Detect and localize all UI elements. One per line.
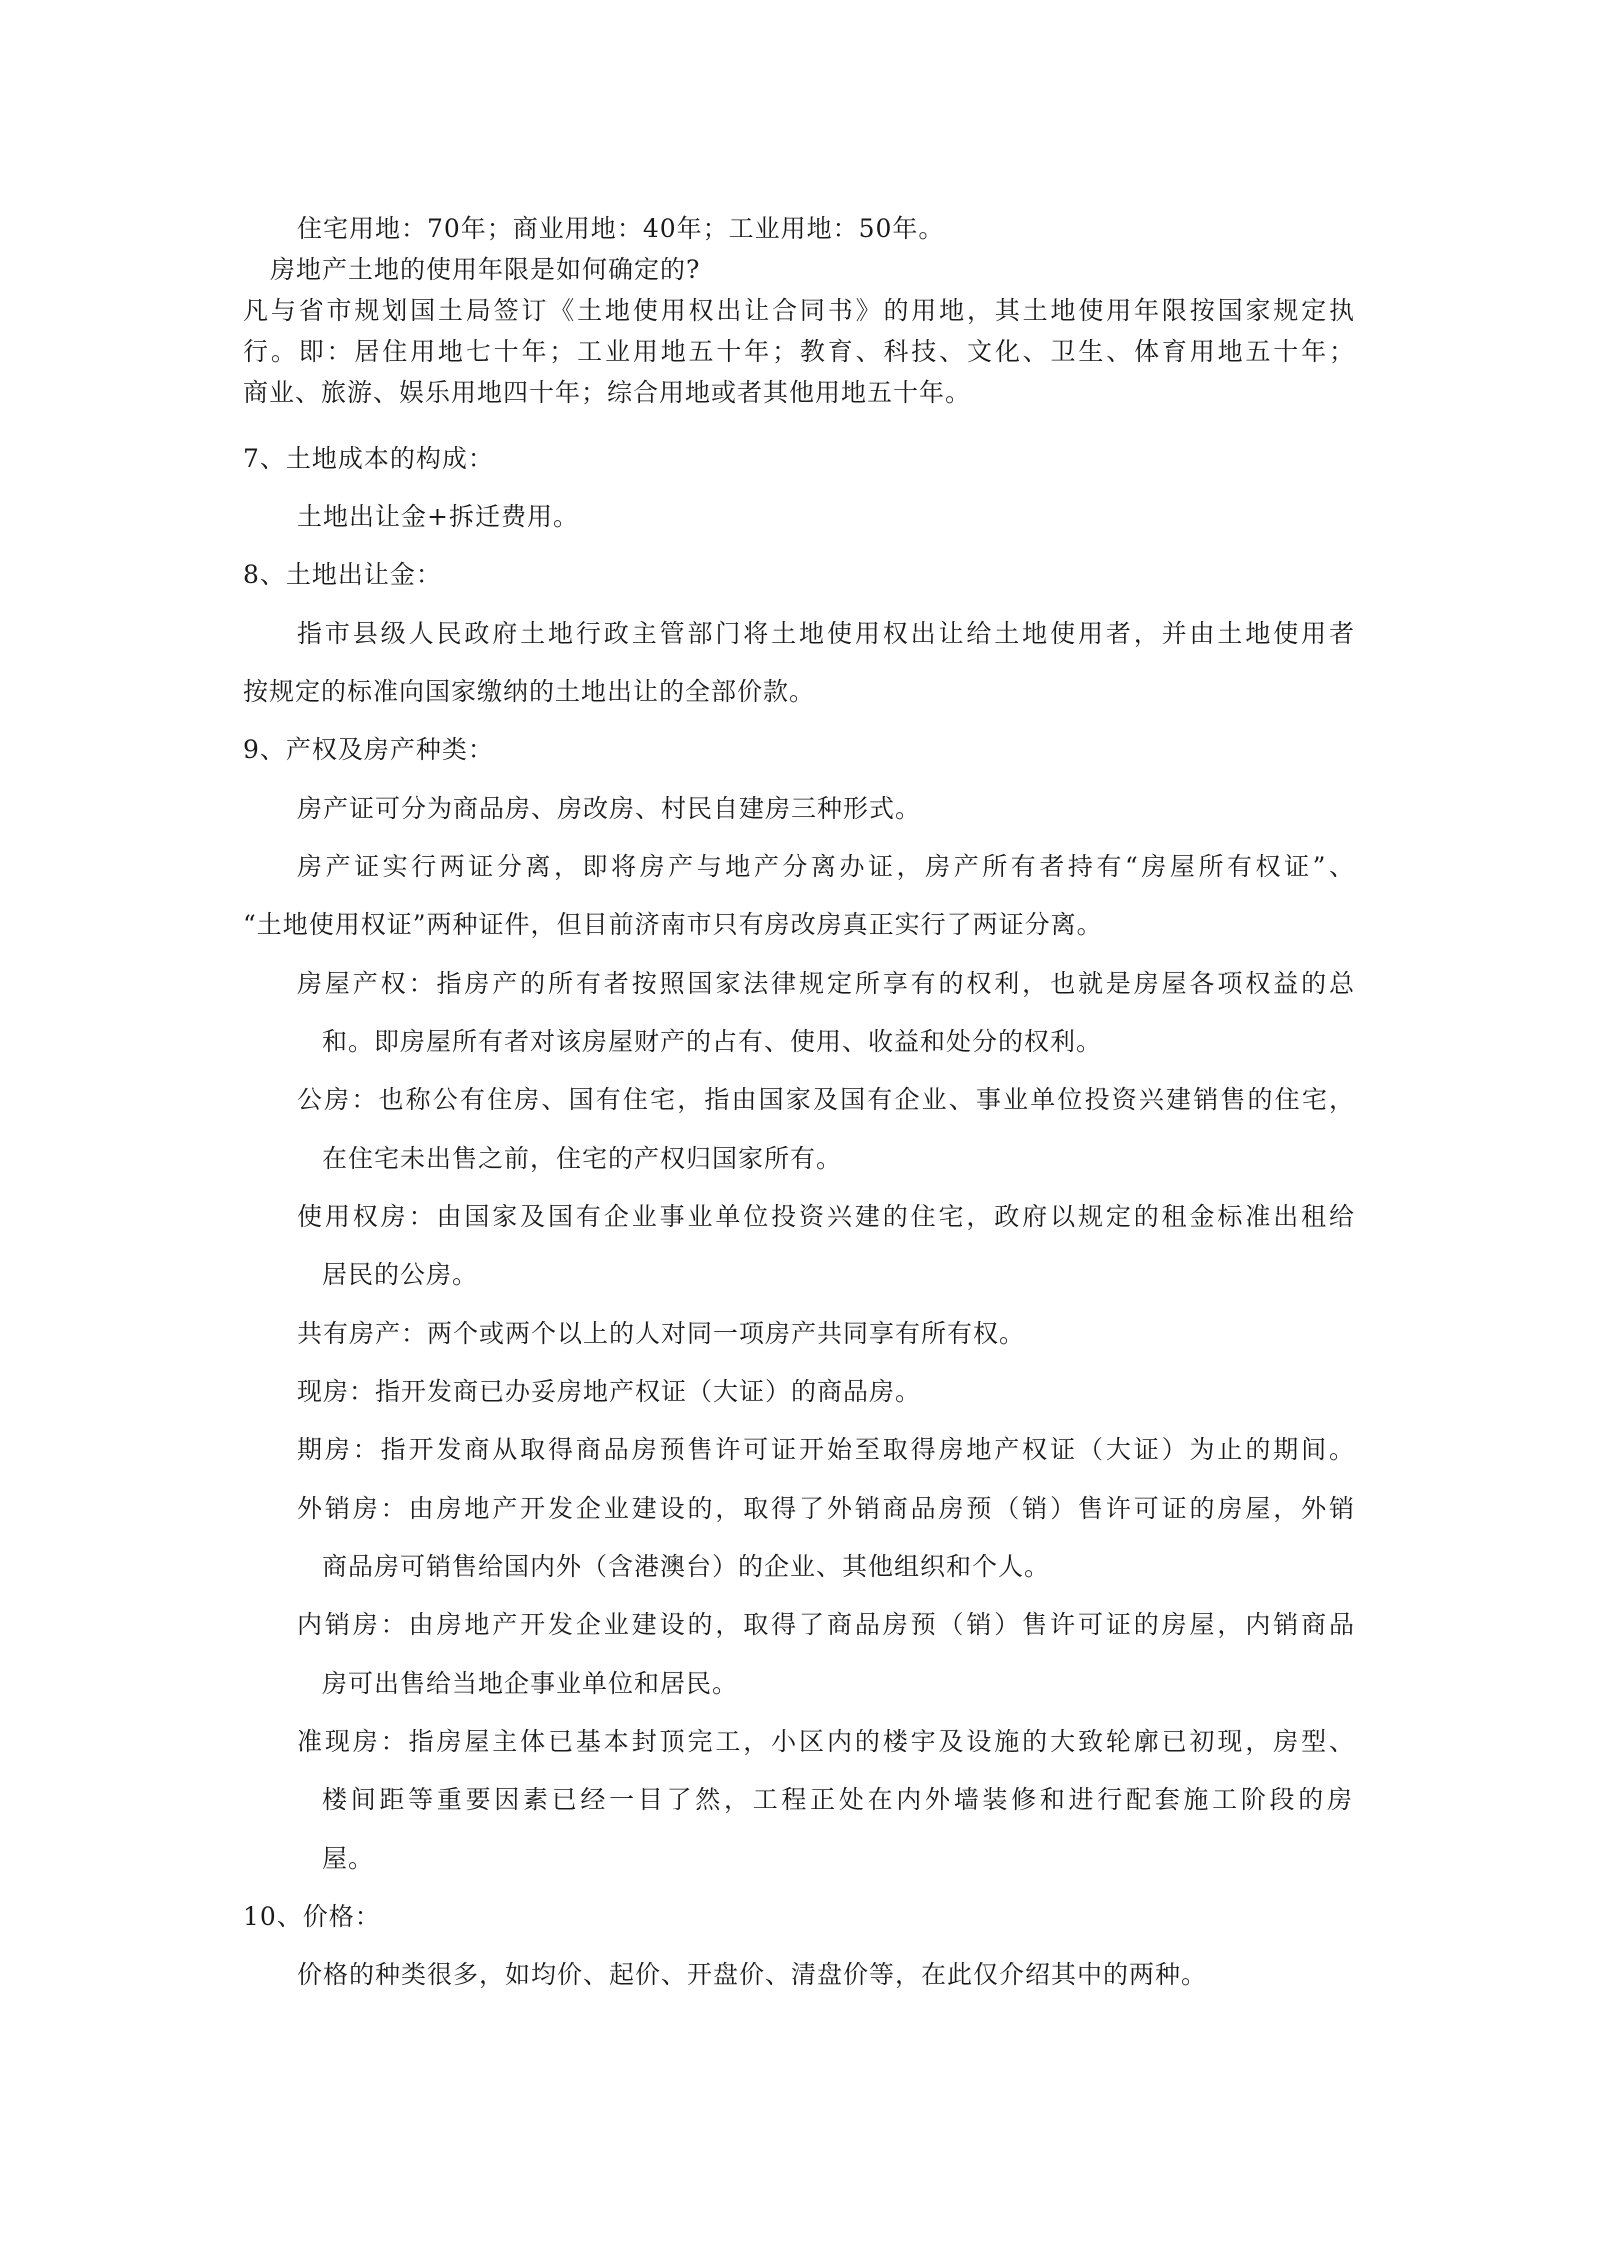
definition-line: 期房：指开发商从取得商品房预售许可证开始至取得房地产权证（大证）为止的期间。 — [297, 1435, 1355, 1464]
definition-line: 屋。 — [322, 1844, 375, 1873]
definition-line: 房可出售给当地企事业单位和居民。 — [322, 1669, 739, 1698]
definition-line: 现房：指开发商已办妥房地产权证（大证）的商品房。 — [297, 1377, 922, 1406]
section-heading-8: 8、土地出让金： — [243, 560, 442, 589]
definition-line: 和。即房屋所有者对该房屋财产的占有、使用、收益和处分的权利。 — [322, 1027, 1103, 1056]
definition-line: 楼间距等重要因素已经一目了然，工程正处在内外墙装修和进行配套施工阶段的房 — [322, 1785, 1353, 1814]
definition-line: 公房：也称公有住房、国有住宅，指由国家及国有企业、事业单位投资兴建销售的住宅， — [297, 1085, 1355, 1114]
paragraph-line: 商业、旅游、娱乐用地四十年；综合用地或者其他用地五十年。 — [243, 378, 972, 407]
section-heading-7: 7、土地成本的构成： — [243, 444, 494, 473]
paragraph-line: 行。即：居住用地七十年；工业用地五十年；教育、科技、文化、卫生、体育用地五十年； — [243, 337, 1355, 366]
definition-line: 使用权房：由国家及国有企业事业单位投资兴建的住宅，政府以规定的租金标准出租给 — [297, 1202, 1355, 1231]
definition-line: 准现房：指房屋主体已基本封顶完工，小区内的楼宇及设施的大致轮廓已初现，房型、 — [297, 1727, 1355, 1756]
definition-line: 商品房可销售给国内外（含港澳台）的企业、其他组织和个人。 — [322, 1552, 1051, 1581]
definition-line: 房屋产权：指房产的所有者按照国家法律规定所享有的权利，也就是房屋各项权益的总 — [297, 969, 1355, 998]
definition-line: 居民的公房。 — [322, 1260, 479, 1289]
paragraph-line: 按规定的标准向国家缴纳的土地出让的全部价款。 — [243, 677, 816, 706]
definition-line: 共有房产：两个或两个以上的人对同一项房产共同享有所有权。 — [297, 1319, 1026, 1348]
paragraph-line: “土地使用权证”两种证件，但目前济南市只有房改房真正实行了两证分离。 — [243, 910, 1103, 939]
definition-line: 内销房：由房地产开发企业建设的，取得了商品房预（销）售许可证的房屋，内销商品 — [297, 1610, 1355, 1639]
paragraph-line: 土地出让金+拆迁费用。 — [297, 502, 579, 531]
land-term-summary: 住宅用地：70年；商业用地：40年；工业用地：50年。 — [297, 214, 945, 243]
paragraph-line: 房产证实行两证分离，即将房产与地产分离办证，房产所有者持有“房屋所有权证”、 — [297, 852, 1355, 881]
section-heading-10: 10、价格： — [243, 1902, 381, 1931]
paragraph-line: 凡与省市规划国土局签订《土地使用权出让合同书》的用地，其土地使用年限按国家规定执 — [243, 296, 1355, 325]
definition-line: 外销房：由房地产开发企业建设的，取得了外销商品房预（销）售许可证的房屋，外销 — [297, 1494, 1355, 1523]
definition-line: 在住宅未出售之前，住宅的产权归国家所有。 — [322, 1144, 843, 1173]
land-term-question: 房地产土地的使用年限是如何确定的? — [270, 255, 701, 284]
paragraph-line: 房产证可分为商品房、房改房、村民自建房三种形式。 — [297, 794, 922, 823]
paragraph-line: 指市县级人民政府土地行政主管部门将土地使用权出让给土地使用者，并由土地使用者 — [297, 619, 1355, 648]
section-heading-9: 9、产权及房产种类： — [243, 735, 494, 764]
paragraph-line: 价格的种类很多，如均价、起价、开盘价、清盘价等，在此仅介绍其中的两种。 — [297, 1960, 1208, 1989]
